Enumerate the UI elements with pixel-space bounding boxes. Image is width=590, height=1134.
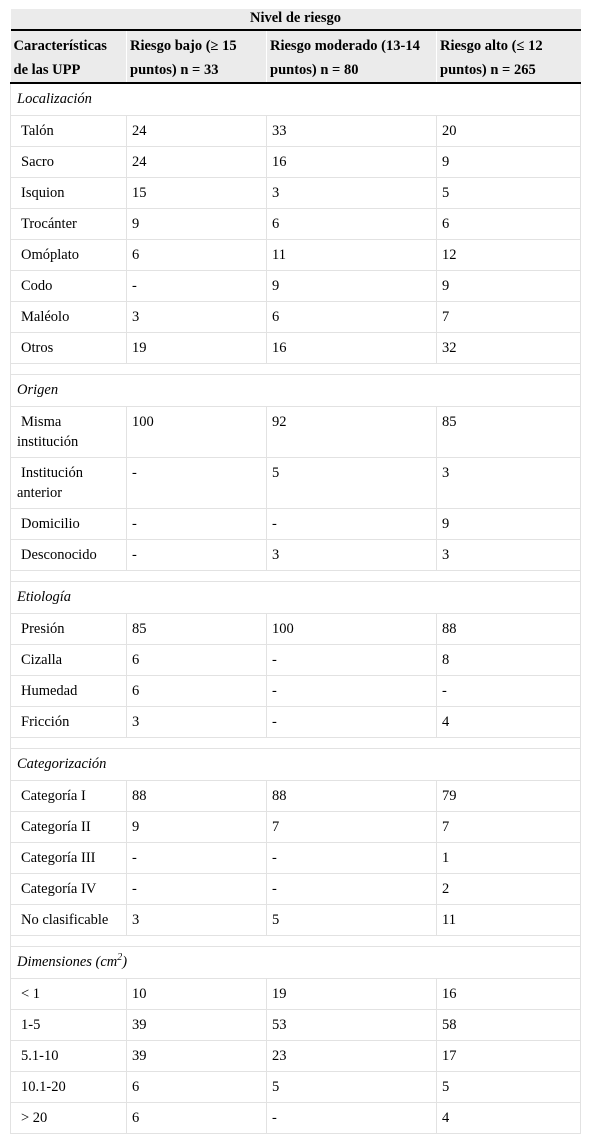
cell-value: - — [127, 843, 267, 874]
cell-value: 16 — [267, 333, 437, 364]
row-label: < 1 — [11, 979, 127, 1010]
cell-value: 6 — [127, 645, 267, 676]
row-label: Presión — [11, 614, 127, 645]
row-label: Maléolo — [11, 302, 127, 333]
section-title — [11, 749, 581, 781]
cell-value: - — [267, 1103, 437, 1134]
cell-value: 5 — [437, 1072, 581, 1103]
cell-value: 3 — [267, 178, 437, 209]
section-row — [11, 947, 581, 979]
cell-value: 24 — [127, 147, 267, 178]
section-title-text: Dimensiones (cm — [17, 954, 118, 970]
cell-value: 6 — [437, 209, 581, 240]
table-row — [11, 509, 581, 540]
row-label: Desconocido — [11, 540, 127, 571]
cell-value: - — [267, 707, 437, 738]
cell-value: - — [267, 645, 437, 676]
column-header: Riesgo alto (≤ 12 puntos) n = 265 — [437, 30, 581, 83]
row-label: Otros — [11, 333, 127, 364]
cell-value: 6 — [267, 302, 437, 333]
cell-value: 10 — [127, 979, 267, 1010]
section-title — [11, 582, 581, 614]
cell-value: 88 — [267, 781, 437, 812]
cell-value: 9 — [127, 812, 267, 843]
section-spacer — [11, 364, 581, 375]
section-spacer — [11, 936, 581, 947]
cell-value: - — [127, 509, 267, 540]
spacer-cell — [11, 364, 581, 375]
table-row — [11, 645, 581, 676]
cell-value: - — [267, 874, 437, 905]
spacer-cell — [11, 571, 581, 582]
section-spacer — [11, 738, 581, 749]
table-row — [11, 407, 581, 458]
row-label: Omóplato — [11, 240, 127, 271]
cell-value: 8 — [437, 645, 581, 676]
cell-value: 20 — [437, 116, 581, 147]
row-label: Talón — [11, 116, 127, 147]
table-body — [11, 83, 581, 1134]
cell-value: 92 — [267, 407, 437, 458]
cell-value: 88 — [127, 781, 267, 812]
cell-value: 16 — [437, 979, 581, 1010]
section-title — [11, 83, 581, 116]
section-title-text: Categorización — [17, 756, 107, 772]
cell-value: 6 — [127, 676, 267, 707]
cell-value: 3 — [127, 302, 267, 333]
cell-value: 5 — [267, 458, 437, 509]
cell-value: 3 — [127, 707, 267, 738]
row-label: Categoría IV — [11, 874, 127, 905]
table-row — [11, 707, 581, 738]
section-row — [11, 582, 581, 614]
row-label: Institución anterior — [11, 458, 127, 509]
cell-value: 33 — [267, 116, 437, 147]
table-row — [11, 271, 581, 302]
cell-value: - — [127, 271, 267, 302]
spacer-cell — [11, 936, 581, 947]
table-row — [11, 874, 581, 905]
cell-value: 12 — [437, 240, 581, 271]
row-label: No clasificable — [11, 905, 127, 936]
cell-value: 16 — [267, 147, 437, 178]
cell-value: 9 — [437, 509, 581, 540]
section-row — [11, 83, 581, 116]
cell-value: 58 — [437, 1010, 581, 1041]
row-label: 10.1-20 — [11, 1072, 127, 1103]
cell-value: 5 — [267, 905, 437, 936]
cell-value: 19 — [127, 333, 267, 364]
section-title-text: Localización — [17, 91, 92, 107]
cell-value: 3 — [437, 540, 581, 571]
row-label: Categoría I — [11, 781, 127, 812]
section-title-text: Etiología — [17, 589, 71, 605]
cell-value: 53 — [267, 1010, 437, 1041]
table-row — [11, 178, 581, 209]
table-row — [11, 1072, 581, 1103]
table-row — [11, 458, 581, 509]
column-header: Riesgo bajo (≥ 15 puntos) n = 33 — [127, 30, 267, 83]
row-label: Sacro — [11, 147, 127, 178]
risk-table — [10, 9, 581, 1134]
column-header: Características de las UPP — [11, 30, 127, 83]
row-label: Categoría II — [11, 812, 127, 843]
table-row — [11, 240, 581, 271]
row-label: 1-5 — [11, 1010, 127, 1041]
table-row — [11, 781, 581, 812]
row-label: 5.1-10 — [11, 1041, 127, 1072]
cell-value: 9 — [127, 209, 267, 240]
row-label: Misma institución — [11, 407, 127, 458]
table-row — [11, 843, 581, 874]
row-label: Cizalla — [11, 645, 127, 676]
cell-value: 7 — [437, 302, 581, 333]
section-title-end: ) — [122, 954, 128, 970]
cell-value: 11 — [267, 240, 437, 271]
cell-value: 39 — [127, 1041, 267, 1072]
cell-value: 6 — [127, 1072, 267, 1103]
cell-value: 3 — [127, 905, 267, 936]
section-title-superscript: 2 — [117, 952, 123, 964]
table-row — [11, 1010, 581, 1041]
cell-value: - — [127, 458, 267, 509]
row-label: Humedad — [11, 676, 127, 707]
cell-value: 5 — [267, 1072, 437, 1103]
cell-value: - — [437, 676, 581, 707]
table-row — [11, 302, 581, 333]
cell-value: 17 — [437, 1041, 581, 1072]
cell-value: 88 — [437, 614, 581, 645]
cell-value: 6 — [127, 240, 267, 271]
cell-value: 23 — [267, 1041, 437, 1072]
row-label: Isquion — [11, 178, 127, 209]
cell-value: - — [267, 676, 437, 707]
cell-value: 85 — [127, 614, 267, 645]
table-row — [11, 116, 581, 147]
table-row — [11, 209, 581, 240]
cell-value: 6 — [267, 209, 437, 240]
table-row — [11, 147, 581, 178]
table-row — [11, 540, 581, 571]
cell-value: 11 — [437, 905, 581, 936]
cell-value: 100 — [127, 407, 267, 458]
cell-value: 4 — [437, 707, 581, 738]
cell-value: - — [127, 540, 267, 571]
cell-value: 39 — [127, 1010, 267, 1041]
table-row — [11, 614, 581, 645]
row-label: Categoría III — [11, 843, 127, 874]
cell-value: 9 — [437, 147, 581, 178]
row-label: Domicilio — [11, 509, 127, 540]
cell-value: 100 — [267, 614, 437, 645]
cell-value: 79 — [437, 781, 581, 812]
row-label: Trocánter — [11, 209, 127, 240]
table-row — [11, 979, 581, 1010]
section-row — [11, 375, 581, 407]
section-spacer — [11, 571, 581, 582]
cell-value: 2 — [437, 874, 581, 905]
cell-value: - — [267, 509, 437, 540]
section-title — [11, 375, 581, 407]
section-row — [11, 749, 581, 781]
cell-value: 19 — [267, 979, 437, 1010]
cell-value: 6 — [127, 1103, 267, 1134]
cell-value: 3 — [437, 458, 581, 509]
section-title-text: Origen — [17, 382, 59, 398]
row-label: Codo — [11, 271, 127, 302]
cell-value: 1 — [437, 843, 581, 874]
cell-value: 32 — [437, 333, 581, 364]
cell-value: 5 — [437, 178, 581, 209]
table-row — [11, 1041, 581, 1072]
cell-value: 3 — [267, 540, 437, 571]
column-header: Riesgo moderado (13-14 puntos) n = 80 — [267, 30, 437, 83]
cell-value: 15 — [127, 178, 267, 209]
cell-value: 4 — [437, 1103, 581, 1134]
cell-value: 9 — [267, 271, 437, 302]
cell-value: - — [127, 874, 267, 905]
row-label: Fricción — [11, 707, 127, 738]
spacer-cell — [11, 738, 581, 749]
row-label: > 20 — [11, 1103, 127, 1134]
cell-value: 9 — [437, 271, 581, 302]
cell-value: 24 — [127, 116, 267, 147]
table-row — [11, 676, 581, 707]
table-container — [10, 9, 580, 1126]
table-row — [11, 333, 581, 364]
cell-value: - — [267, 843, 437, 874]
section-title — [11, 947, 581, 979]
table-row — [11, 1103, 581, 1134]
table-row — [11, 905, 581, 936]
super-header: Nivel de riesgo — [11, 9, 581, 30]
cell-value: 85 — [437, 407, 581, 458]
cell-value: 7 — [437, 812, 581, 843]
table-row — [11, 812, 581, 843]
cell-value: 7 — [267, 812, 437, 843]
